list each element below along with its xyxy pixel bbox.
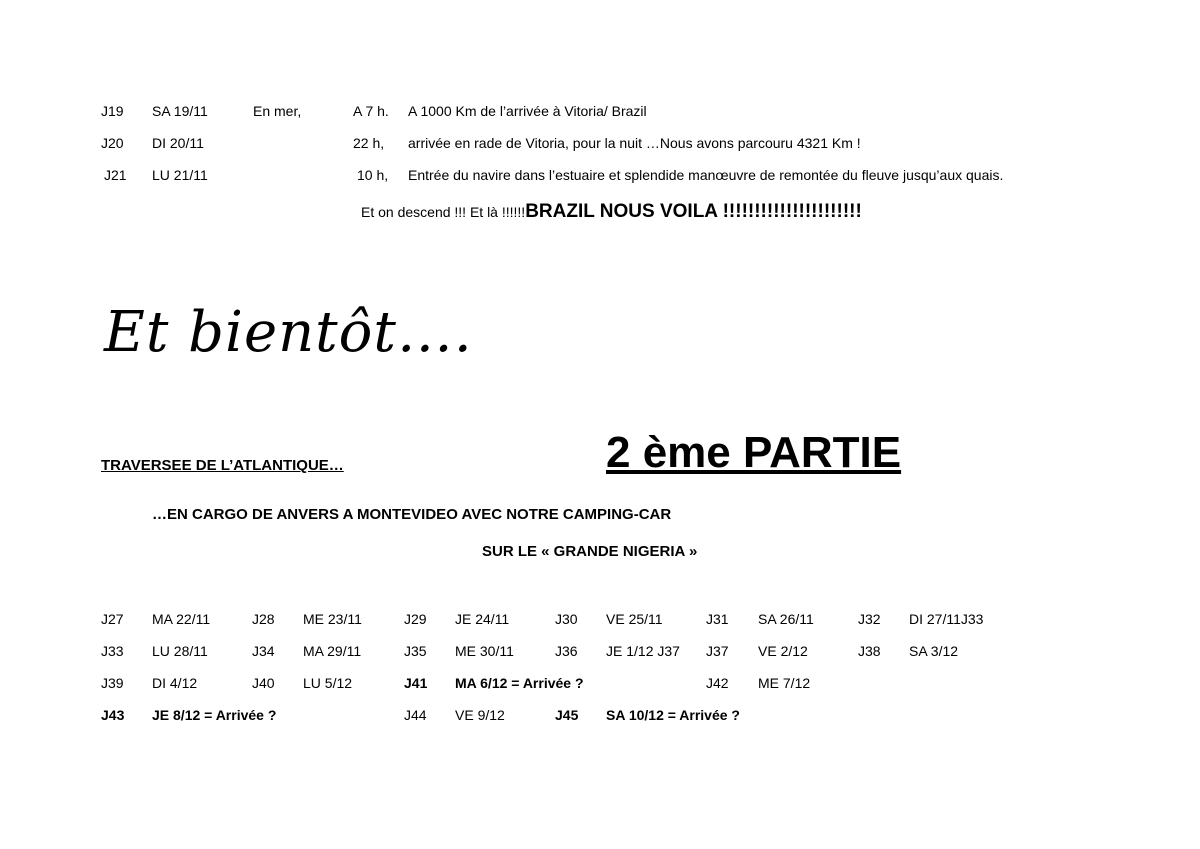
day-label: J36 xyxy=(555,643,578,659)
date-label: JE 24/11 xyxy=(455,611,510,627)
arrival-date-label: SA 10/12 = Arrivée ? xyxy=(606,707,740,723)
date-label: SA 3/12 xyxy=(909,643,959,659)
day-label: J27 xyxy=(101,611,124,627)
arrival-date-label: JE 8/12 = Arrivée ? xyxy=(152,707,277,723)
date-label: SA 26/11 xyxy=(758,611,814,627)
date-label: VE 25/11 xyxy=(606,611,663,627)
date-label: MA 22/11 xyxy=(152,611,211,627)
arrival-lead: Et on descend !!! Et là !!!!!! xyxy=(361,204,526,220)
day-label: J29 xyxy=(404,611,427,627)
day-label: J28 xyxy=(252,611,275,627)
date-label: JE 1/12 J37 xyxy=(606,643,680,659)
date-label: LU 28/11 xyxy=(152,643,208,659)
time-label: 10 h, xyxy=(357,167,389,183)
date-label: ME 23/11 xyxy=(303,611,362,627)
log-text: A 1000 Km de l’arrivée à Vitoria/ Brazil xyxy=(408,103,647,119)
date-label: DI 27/11J33 xyxy=(909,611,984,627)
date-label: LU 5/12 xyxy=(303,675,353,691)
date-label: SA 19/11 xyxy=(152,103,208,119)
section-heading: TRAVERSEE DE L’ATLANTIQUE… xyxy=(101,457,344,474)
route-subtitle: …EN CARGO DE ANVERS A MONTEVIDEO AVEC NOTRE CAMPING-CAR xyxy=(152,506,672,523)
day-label: J44 xyxy=(404,707,427,723)
day-label: J34 xyxy=(252,643,275,659)
day-label: J33 xyxy=(101,643,124,659)
day-label: J31 xyxy=(706,611,729,627)
arrival-date-label: MA 6/12 = Arrivée ? xyxy=(455,675,584,691)
day-label: J43 xyxy=(101,707,125,723)
place-label: En mer, xyxy=(253,103,302,119)
day-label: J42 xyxy=(706,675,729,691)
day-label: J38 xyxy=(858,643,881,659)
day-label: J19 xyxy=(101,103,124,119)
time-label: 22 h, xyxy=(353,135,385,151)
day-label: J21 xyxy=(104,167,127,183)
date-label: DI 4/12 xyxy=(152,675,198,691)
day-label: J20 xyxy=(101,135,124,151)
time-label: A 7 h. xyxy=(353,103,389,119)
teaser-heading: Et bientôt…. xyxy=(104,300,473,365)
ship-name: SUR LE « GRANDE NIGERIA » xyxy=(482,543,698,560)
log-text: Entrée du navire dans l’estuaire et splendide manœuvre de remontée du fleuve jusqu’aux quais. xyxy=(408,167,1004,183)
date-label: MA 29/11 xyxy=(303,643,362,659)
day-label: J37 xyxy=(706,643,729,659)
arrival-shout: BRAZIL NOUS VOILA !!!!!!!!!!!!!!!!!!!!!! xyxy=(525,201,862,222)
day-label: J41 xyxy=(404,675,428,691)
arrival-line xyxy=(361,201,862,223)
date-label: DI 20/11 xyxy=(152,135,204,151)
date-label: VE 2/12 xyxy=(758,643,808,659)
day-label: J32 xyxy=(858,611,881,627)
date-label: LU 21/11 xyxy=(152,167,208,183)
day-label: J39 xyxy=(101,675,124,691)
part-title: 2 ème PARTIE xyxy=(606,428,902,477)
day-label: J35 xyxy=(404,643,427,659)
day-label: J30 xyxy=(555,611,578,627)
day-label: J40 xyxy=(252,675,275,691)
date-label: ME 7/12 xyxy=(758,675,811,691)
log-text: arrivée en rade de Vitoria, pour la nuit …Nous avons parcouru 4321 Km ! xyxy=(408,135,861,151)
date-label: VE 9/12 xyxy=(455,707,505,723)
day-label: J45 xyxy=(555,707,579,723)
date-label: ME 30/11 xyxy=(455,643,514,659)
